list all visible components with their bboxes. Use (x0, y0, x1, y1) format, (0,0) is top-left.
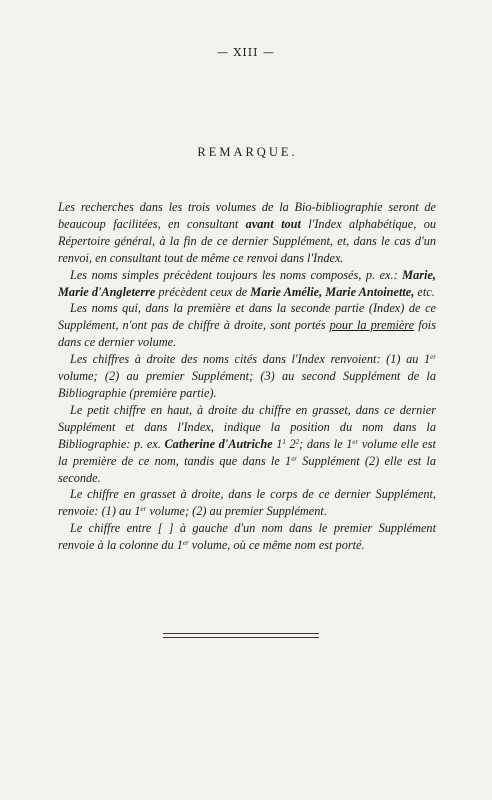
superscript: er (291, 454, 298, 463)
text-run: Le chiffre entre [ ] à gauche d'un nom dans le premier Supplément renvoie à la colonne du 1 (58, 521, 436, 553)
text-run: ; dans le 1 (299, 436, 353, 451)
text-run: Les chiffres à droite des noms cités dans l'Index renvoient: (1) au 1 (70, 352, 431, 367)
text-run: volume elle est la première de ce nom, tandis que dans le 1 (58, 436, 436, 468)
paragraph (58, 520, 436, 554)
heading-text: REMARQUE (197, 145, 292, 159)
text-run: pour la première (329, 318, 415, 333)
superscript: er (430, 353, 436, 362)
text-run: Supplément (2) elle est la seconde. (58, 453, 436, 485)
heading-period: . (291, 145, 295, 159)
bold-name: Catherine d'Autriche (164, 436, 273, 451)
paragraph (58, 402, 436, 487)
paragraph (58, 486, 436, 520)
text-run: 2 (285, 436, 296, 451)
superscript: er (140, 505, 147, 514)
paragraph (58, 300, 436, 351)
paragraph (58, 267, 436, 301)
text-run: volume; (2) au premier Supplément; (3) au second Supplément de la Bibliographie (première partie). (58, 369, 436, 400)
text-run: Les noms qui, dans la première et dans la seconde partie (Index) de ce Supplément, n'ont pas de chiffre à droite, sont portés (58, 301, 436, 333)
bold-name: avant tout (245, 216, 301, 231)
text-run: Les noms simples précèdent toujours les noms composés, p. ex.: (70, 267, 403, 282)
text-run: Le chiffre en grasset à droite, dans le corps de ce dernier Supplément, renvoie: (1) au 1 (58, 487, 436, 519)
remark-body (58, 199, 436, 554)
paragraph (58, 351, 436, 402)
text-run: 1 (272, 436, 283, 451)
superscript: er (182, 539, 189, 548)
text-run: etc. (414, 284, 435, 299)
paragraph (58, 199, 436, 267)
section-heading (0, 145, 492, 160)
text-run: fois dans ce dernier volume. (58, 318, 437, 350)
text-run: volume, où ce même nom est porté. (188, 538, 365, 553)
bold-name: Marie, Marie d'Angleterre (58, 267, 436, 299)
bold-name: Marie Amélie, Marie Antoinette, (250, 284, 415, 299)
superscript: 1 (282, 437, 286, 446)
text-run: l'Index alphabétique, ou Répertoire général, à la fin de ce dernier Supplément, et, dans le cas d'un renvoi, en consultant tout de même ce renvoi dans l'Index. (58, 216, 437, 265)
superscript: er (352, 437, 359, 446)
closing-rule-top (163, 633, 319, 634)
page-number: — XIII — (217, 46, 275, 59)
text-run: Le petit chiffre en haut, à droite du chiffre en grasset, dans ce dernier Supplément et dans l'Index, indique la position du nom dans la Bibliographie: p. ex. (58, 402, 436, 451)
closing-rule-bottom (163, 637, 319, 638)
text-run: volume; (2) au premier Supplément. (146, 504, 327, 519)
text-run: Les recherches dans les trois volumes de la Bio-bibliographie seront de beaucoup facilitées, en consultant (58, 200, 436, 231)
superscript: 2 (295, 437, 300, 446)
text-run: précèdent ceux de (155, 284, 251, 299)
